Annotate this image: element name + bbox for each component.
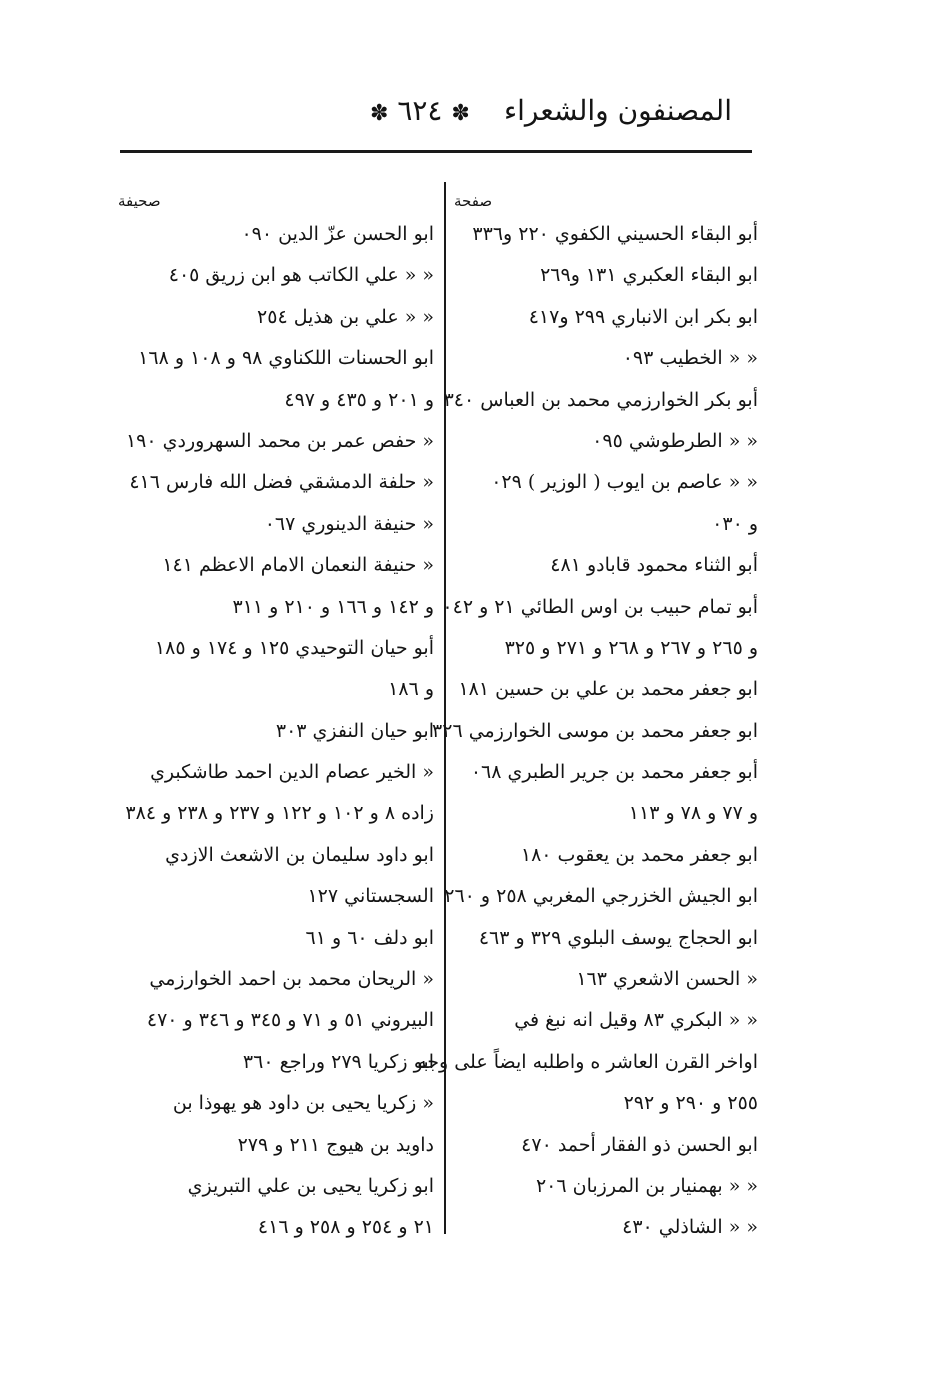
index-entry: « « بهمنيار بن المرزبان ٢٠٦ <box>535 1174 758 1197</box>
index-column-right <box>417 188 758 1249</box>
index-entry: « « الطرطوشي ٠٩٥ <box>592 429 758 452</box>
index-entry: ٢٥٥ و ٢٩٠ و ٢٩٢ <box>623 1092 758 1115</box>
index-entry: ابو جعفر محمد بن يعقوب ١٨٠ <box>520 843 758 866</box>
index-entry: « حنيفة النعمان الامام الاعظم ١٤١ <box>162 554 434 577</box>
ornament-icon: ✽ <box>451 101 470 126</box>
index-entry: أبو الثناء محمود قابادو ٤٨١ <box>550 554 758 577</box>
index-entry: ابو دلف ٦٠ و ٦١ <box>305 926 434 949</box>
running-title: المصنفون والشعراء <box>503 94 732 127</box>
index-entry: ابو الحسنات اللكناوي ٩٨ و ١٠٨ و ١٦٨ <box>138 347 434 370</box>
index-entry: ابو الحسن عزّ الدين ٠٩٠ <box>241 223 434 245</box>
index-entry: ابو داود سليمان بن الاشعث الازدي <box>165 843 434 866</box>
index-entry: « زكريا يحيى بن داود هو يهوذا بن <box>172 1092 434 1115</box>
index-entry: ابو الحجاج يوسف البلوي ٣٢٩ و ٤٦٣ <box>478 926 758 949</box>
index-entry: « حنيفة الدينوري ٠٦٧ <box>264 512 434 535</box>
index-entry: ابو حيان النفزي ٣٠٣ <box>275 719 434 742</box>
index-entry: السجستاني ١٢٧ <box>307 885 434 908</box>
index-entry: ابو زكريا ٢٧٩ وراجع ٣٦٠ <box>242 1050 434 1073</box>
index-entry: « الخير عصام الدين احمد طاشكبري <box>150 761 434 784</box>
index-entry: ٢١ و ٢٥٤ و ٢٥٨ و ٤١٦ <box>257 1216 434 1239</box>
header-rule <box>120 150 752 153</box>
index-entry: « « علي بن هذيل ٢٥٤ <box>257 305 434 328</box>
column-heading: صفحة <box>454 192 493 210</box>
index-entry: و ١٤٢ و ١٦٦ و ٢١٠ و ٣١١ <box>232 595 434 618</box>
index-column-left <box>114 188 434 1249</box>
index-entry: و ٢٦٥ و ٢٦٧ و ٢٦٨ و ٢٧١ و ٣٢٥ <box>504 636 758 659</box>
index-entry: ابو الجيش الخزرجي المغربي ٢٥٨ و ٢٦٠ <box>444 885 758 908</box>
index-entry: « حفص عمر بن محمد السهروردي ١٩٠ <box>125 429 434 452</box>
index-entry: ابو بكر ابن الانباري ٢٩٩ و٤١٧ <box>528 305 758 328</box>
index-entry: أبو تمام حبيب بن اوس الطائي ٢١ و ٠٤٢ <box>442 595 758 618</box>
index-entry: « « عاصم بن ايوب ( الوزير ) ٠٢٩ <box>491 471 758 494</box>
index-entry: ابو جعفر محمد بن علي بن حسين ١٨١ <box>458 678 758 701</box>
index-entry: اواخر القرن العاشر ه واطلبه ايضاً على وجه <box>417 1050 758 1073</box>
index-entry: « الحسن الاشعري ١٦٣ <box>576 968 758 991</box>
index-entry: « « الخطيب ٠٩٣ <box>622 347 758 370</box>
index-entry: داويد بن هيوج ٢١١ و ٢٧٩ <box>237 1133 434 1156</box>
index-entry: و ١٨٦ <box>388 678 434 701</box>
index-entry: « « الشاذلي ٤٣٠ <box>622 1216 758 1239</box>
index-entry: البيروني ٥١ و ٧١ و ٣٤٥ و ٣٤٦ و ٤٧٠ <box>146 1009 434 1032</box>
column-heading: صحيفة <box>118 192 161 210</box>
page-number: ٦٢٤ <box>397 94 443 127</box>
index-entry: أبو حيان التوحيدي ١٢٥ و ١٧٤ و ١٨٥ <box>154 636 434 659</box>
index-entry: ابو البقاء العكبري ١٣١ و٢٦٩ <box>540 264 758 287</box>
ornament-icon: ✽ <box>370 101 389 126</box>
page-number-group <box>370 94 470 127</box>
index-entry: « حلفة الدمشقي فضل الله فارس ٤١٦ <box>129 471 434 494</box>
entry-list <box>114 214 434 1249</box>
index-entry: و ٧٧ و ٧٨ و ١١٣ <box>628 802 758 825</box>
index-entry: « الريحان محمد بن احمد الخوارزمي <box>149 968 434 991</box>
index-entry: ابو زكريا يحيى بن علي التبريزي <box>187 1174 434 1197</box>
index-entry: أبو البقاء الحسيني الكفوي ٢٢٠ و٣٣٦ <box>472 223 758 245</box>
index-entry: ابو جعفر محمد بن موسى الخوارزمي ٣٢٦ <box>432 719 758 742</box>
index-entry: زاده ٨ و ١٠٢ و ١٢٢ و ٢٣٧ و ٢٣٨ و ٣٨٤ <box>125 802 434 825</box>
index-entry: و ٢٠١ و ٤٣٥ و ٤٩٧ <box>284 388 434 411</box>
index-entry: أبو جعفر محمد بن جرير الطبري ٠٦٨ <box>470 761 758 784</box>
index-entry: ابو الحسن ذو الفقار أحمد ٤٧٠ <box>521 1133 758 1156</box>
index-entry: و ٠٣٠ <box>712 512 758 535</box>
index-entry: « « البكري ٨٣ وقيل انه نبغ في <box>514 1009 758 1032</box>
index-entry: « « علي الكاتب هو ابن زريق ٤٠٥ <box>168 264 434 287</box>
index-entry: أبو بكر الخوارزمي محمد بن العباس ٣٤٠ <box>443 388 758 411</box>
page-header <box>120 84 752 144</box>
entry-list <box>417 214 758 1249</box>
